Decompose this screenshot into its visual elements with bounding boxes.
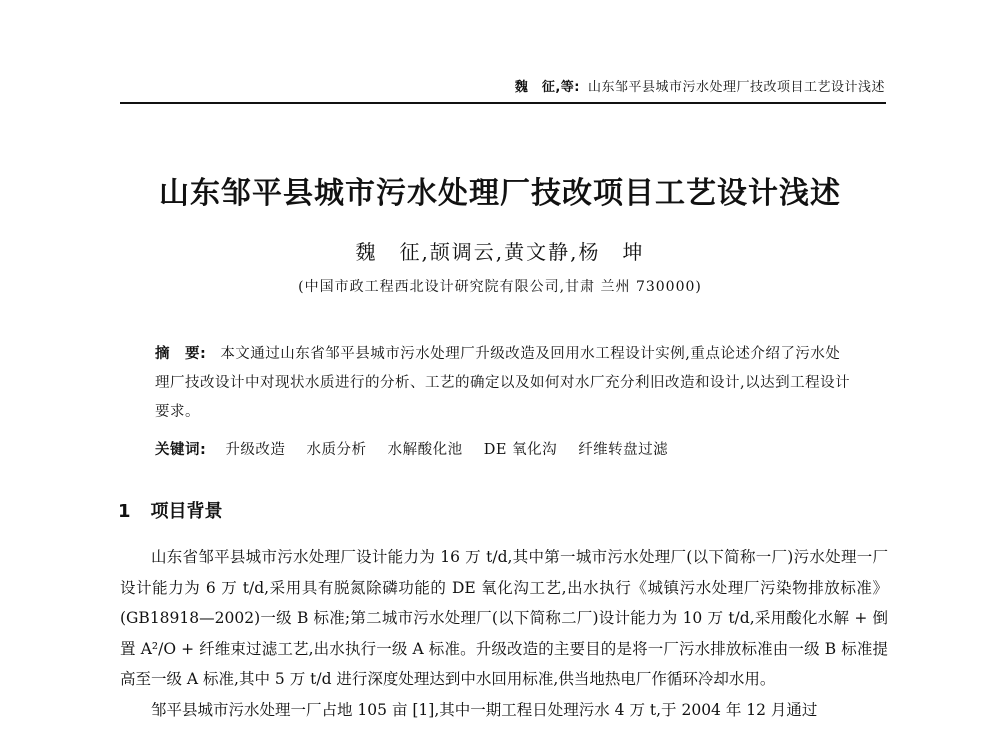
section-heading: [118, 497, 223, 523]
section-number: 1: [118, 501, 131, 522]
keyword-item: 纤维转盘过滤: [578, 442, 669, 458]
abstract-label: 摘 要:: [155, 346, 207, 362]
running-header: [120, 76, 885, 95]
body-paragraph: 邹平县城市污水处理一厂占地 105 亩 [1],其中一期工程日处理污水 4 万 t,于 2004 年 12 月通过: [151, 700, 818, 719]
article-title: 山东邹平县城市污水处理厂技改项目工艺设计浅述: [159, 176, 841, 211]
keyword-item: 水质分析: [306, 442, 367, 458]
body-paragraph: 山东省邹平县城市污水处理厂设计能力为 16 万 t/d,其中第一城市污水处理厂(以下简称一厂)污水处理一厂设计能力为 6 万 t/d,采用具有脱氮除磷功能的 DE 氧化沟工艺,出水执行《城镇污水处理厂污染物排放标准》(GB18918—2002)一级 B 标准;第二城市污水处理厂(以下简称二厂)设计能力为 10 万 t/d,采用酸化水解 + 倒置 A²/O + 纤维束过滤工艺,出水执行一级 A 标准。升级改造的主要目的是将一厂污水排放标准由一级 B 标准提高至一级 A 标准,其中 5 万 t/d 进行深度处理达到中水回用标准,供当地热电厂作循环冷却水用。: [120, 548, 888, 689]
running-header-title: 山东邹平县城市污水处理厂技改项目工艺设计浅述: [587, 80, 885, 95]
keyword-item: 水解酸化池: [387, 442, 463, 458]
keyword-item: DE 氧化沟: [483, 442, 558, 458]
section-title: 项目背景: [150, 501, 223, 522]
section-body: [120, 542, 888, 726]
keywords: [155, 438, 855, 459]
article-affiliation: (中国市政工程西北设计研究院有限公司,甘肃 兰州 730000): [298, 279, 702, 295]
abstract-text: 本文通过山东省邹平县城市污水处理厂升级改造及回用水工程设计实例,重点论述介绍了污水处理厂技改设计中对现状水质进行的分析、工艺的确定以及如何对水厂充分利旧改造和设计,以达到工程设计要求。: [155, 346, 851, 420]
header-rule: [120, 102, 886, 104]
running-header-authors: 魏 征,等:: [514, 80, 580, 95]
keywords-label: 关键词:: [155, 442, 207, 458]
abstract: [155, 340, 855, 427]
article-authors: 魏 征,颉调云,黄文静,杨 坤: [355, 240, 645, 264]
keyword-item: 升级改造: [225, 442, 286, 458]
